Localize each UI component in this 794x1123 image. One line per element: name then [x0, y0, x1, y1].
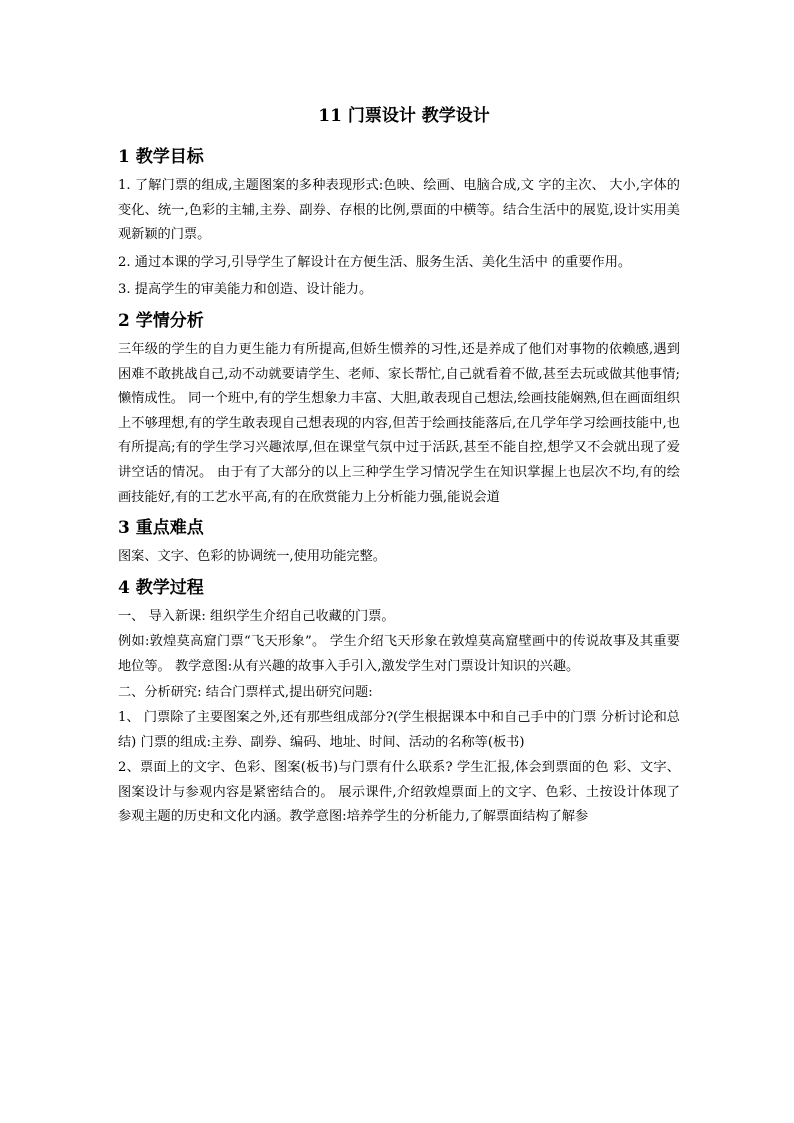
- paragraph: 1. 了解门票的组成,主题图案的多种表现形式:色映、绘画、电脑合成,文 字的主次、 大小,字体的变化、统一,色彩的主辅,主券、副券、存根的比例,票面的中横等。结合生活中的展览,设计实用美观新颖的门票。: [118, 178, 680, 243]
- section-heading: 1 教学目标: [118, 147, 204, 167]
- section-heading: 3 重点难点: [118, 518, 204, 539]
- paragraph: 2. 通过本课的学习,引导学生了解设计在方便生活、服务生活、美化生活中 的重要作用。: [118, 254, 632, 270]
- paragraph: 2、票面上的文字、色彩、图案(板书)与门票有什么联系? 学生汇报,体会到票面的色 彩、文字、图案设计与参观内容是紧密结合的。 展示课件,介绍敦煌票面上的文字、色彩、土按设计体现了参观主题的历史和文化内涵。教学意图:培养学生的分析能力,了解票面结构了解参: [118, 760, 680, 825]
- paragraph: 图案、文字、色彩的协调统一,使用功能完整。: [118, 549, 386, 565]
- document-title: 11 门票设计 教学设计: [318, 106, 490, 126]
- paragraph: 二、分析研究: 结合门票样式,提出研究问题:: [118, 684, 373, 700]
- section-heading: 2 学情分析: [118, 310, 204, 331]
- paragraph: 1、 门票除了主要图案之外,还有那些组成部分?(学生根据课本中和自己手中的门票 分析讨论和总结) 门票的组成:主券、副券、编码、地址、时间、活动的名称等(板书): [118, 710, 680, 750]
- section-learner-analysis: [118, 306, 680, 510]
- paragraph: 一、 导入新课: 组织学生介绍自己收藏的门票。: [118, 608, 395, 624]
- section-teaching-process: [118, 573, 680, 830]
- section-key-points: [118, 513, 680, 570]
- paragraph: 三年级的学生的自力更生能力有所提高,但娇生惯养的习性,还是养成了他们对事物的依赖感,遇到困难不敢挑战自己,动不动就要请学生、老师、家长帮忙,自己就看着不做,甚至去玩或做其他事情;懒惰成性。 同一个班中,有的学生想象力丰富、大胆,敢表现自己想法,绘画技能娴熟,但在画面组织上不够理想,有的学生敢表现自己想表现的内容,但苦于绘画技能落后,在几学年学习绘画技能中,也有所提高;有的学生学习兴趣浓厚,但在课堂气氛中过于活跃,甚至不能自控,想学又不会就出现了爱讲空话的情况。 由于有了大部分的以上三种学生学习情况学生在知识掌握上也层次不均,有的绘画技能好,有的工艺水平高,有的在欣赏能力上分析能力强,能说会道: [118, 341, 680, 505]
- section-objectives: [118, 142, 680, 303]
- document-page: [118, 104, 680, 831]
- section-heading: 4 教学过程: [118, 577, 204, 598]
- paragraph: 例如:敦煌莫高窟门票“飞天形象”。 学生介绍飞天形象在敦煌莫高窟壁画中的传说故事及其重要地位等。 教学意图:从有兴趣的故事入手引入,激发学生对门票设计知识的兴趣。: [118, 634, 680, 674]
- paragraph: 3. 提高学生的审美能力和创造、设计能力。: [118, 282, 373, 298]
